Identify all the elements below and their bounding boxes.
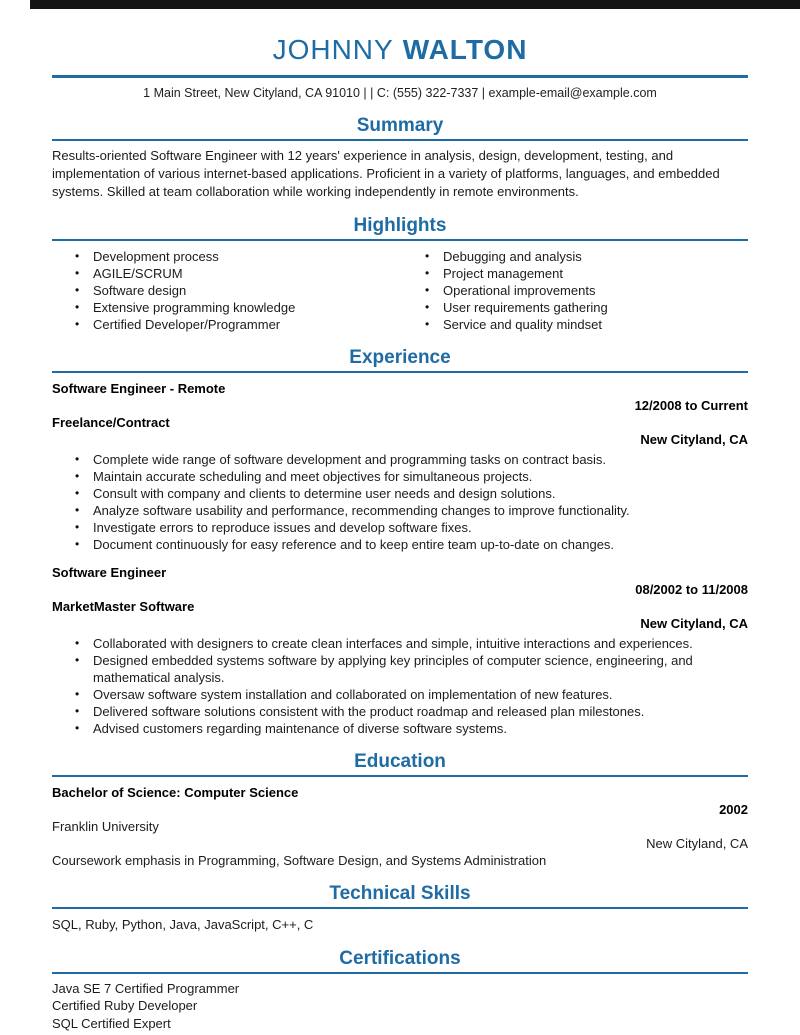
highlight-item: • Debugging and analysis <box>425 249 582 264</box>
bullet-icon: • <box>75 266 80 280</box>
highlights-columns <box>52 248 748 333</box>
job-bullet: • Complete wide range of software development and programming tasks on contract basis. <box>75 452 607 467</box>
job-location: New Cityland, CA <box>640 432 748 447</box>
bullet-icon: • <box>75 300 80 314</box>
highlight-item: • Software design <box>75 283 187 298</box>
highlight-item: • AGILE/SCRUM <box>75 266 183 281</box>
contact-line: 1 Main Street, New Cityland, CA 91010 | | C: (555) 322-7337 | example-email@example.com <box>143 86 657 100</box>
job-bullet: • Maintain accurate scheduling and meet objectives for simultaneous projects. <box>75 469 533 484</box>
certification-item: Certified Ruby Developer <box>52 998 198 1013</box>
job-title: Software Engineer <box>52 565 167 580</box>
bullet-icon: • <box>75 704 80 718</box>
skills-line: SQL, Ruby, Python, Java, JavaScript, C++, C <box>52 917 314 932</box>
bullet-icon: • <box>425 300 430 314</box>
job-bullet: • Collaborated with designers to create clean interfaces and simple, intuitive interactions and experiences. <box>75 636 693 651</box>
job-bullet: • Delivered software solutions consistent with the product roadmap and released plan milestones. <box>75 704 645 719</box>
bullet-icon: • <box>75 249 80 263</box>
education-school: Franklin University <box>52 819 159 834</box>
job-bullet: • Designed embedded systems software by applying key principles of computer science, engineering, and mathematical analysis. <box>75 653 693 685</box>
job-bullet: • Advised customers regarding maintenance of diverse software systems. <box>75 721 508 736</box>
job-bullet: • Investigate errors to reproduce issues and develop software fixes. <box>75 520 472 535</box>
highlight-item: • Operational improvements <box>425 283 596 298</box>
bullet-icon: • <box>75 520 80 534</box>
education-coursework: Coursework emphasis in Programming, Software Design, and Systems Administration <box>52 853 547 868</box>
bullet-icon: • <box>425 317 430 331</box>
job-bullet: • Oversaw software system installation and collaborated on implementation of new features. <box>75 687 613 702</box>
job-location: New Cityland, CA <box>640 616 748 631</box>
job-company: Freelance/Contract <box>52 415 170 430</box>
bullet-icon: • <box>75 486 80 500</box>
education-degree: Bachelor of Science: Computer Science <box>52 785 299 800</box>
candidate-last-name: WALTON <box>402 34 528 65</box>
bullet-icon: • <box>75 283 80 297</box>
job-bullet: • Analyze software usability and performance, recommending changes to improve functionality. <box>75 503 630 518</box>
bullet-icon: • <box>75 687 80 701</box>
section-divider-technical-skills <box>52 907 748 909</box>
section-divider-highlights <box>52 239 748 241</box>
bullet-icon: • <box>75 503 80 517</box>
job-bullet: • Document continuously for easy reference and to keep entire team up-to-date on changes. <box>75 537 615 552</box>
bullet-icon: • <box>75 469 80 483</box>
job-bullet-list <box>52 635 748 737</box>
summary-text: Results-oriented Software Engineer with 12 years' experience in analysis, design, development, testing, and implementation of various internet-based applications. Proficient in a variety of platforms, languages, and embedded systems. Skilled at team collaboration while working independently in remote environments. <box>52 148 720 199</box>
candidate-name <box>52 34 748 66</box>
bullet-icon: • <box>75 452 80 466</box>
bullet-icon: • <box>75 317 80 331</box>
highlight-item: • Certified Developer/Programmer <box>75 317 281 332</box>
highlight-item: • Extensive programming knowledge <box>75 300 296 315</box>
top-bar <box>30 0 800 9</box>
highlight-item: • Project management <box>425 266 563 281</box>
section-title-summary: Summary <box>356 115 444 136</box>
bullet-icon: • <box>75 636 80 650</box>
header-divider <box>52 75 748 78</box>
bullet-icon: • <box>75 721 80 735</box>
bullet-icon: • <box>425 249 430 263</box>
experience-entry <box>52 380 748 553</box>
highlights-right-column <box>400 248 748 333</box>
job-dates: 12/2008 to Current <box>634 398 748 413</box>
job-bullet: • Consult with company and clients to determine user needs and design solutions. <box>75 486 556 501</box>
education-location: New Cityland, CA <box>646 836 748 851</box>
experience-entry <box>52 564 748 737</box>
bullet-icon: • <box>425 283 430 297</box>
highlight-item: • Development process <box>75 249 219 264</box>
job-bullet-list <box>52 451 748 553</box>
candidate-first-name: JOHNNY <box>272 34 394 65</box>
bullet-icon: • <box>425 266 430 280</box>
job-dates: 08/2002 to 11/2008 <box>635 582 748 597</box>
certification-list <box>52 980 748 1033</box>
job-company: MarketMaster Software <box>52 599 195 614</box>
section-title-education: Education <box>354 751 446 772</box>
certification-item: SQL Certified Expert <box>52 1015 171 1031</box>
highlight-item: • Service and quality mindset <box>425 317 602 332</box>
section-title-highlights: Highlights <box>353 215 447 236</box>
highlights-left-column <box>52 248 400 333</box>
section-divider-education <box>52 775 748 777</box>
bullet-icon: • <box>75 537 80 551</box>
section-title-certifications: Certifications <box>339 947 461 969</box>
bullet-icon: • <box>75 653 80 667</box>
job-title: Software Engineer - Remote <box>52 381 226 396</box>
education-entry <box>52 784 748 869</box>
section-divider-summary <box>52 139 748 141</box>
section-title-technical-skills: Technical Skills <box>329 883 471 904</box>
highlight-item: • User requirements gathering <box>425 300 608 315</box>
section-divider-certifications <box>52 972 748 974</box>
section-title-experience: Experience <box>349 347 451 368</box>
education-year: 2002 <box>719 802 748 817</box>
section-divider-experience <box>52 371 748 373</box>
certification-item: Java SE 7 Certified Programmer <box>52 980 240 996</box>
